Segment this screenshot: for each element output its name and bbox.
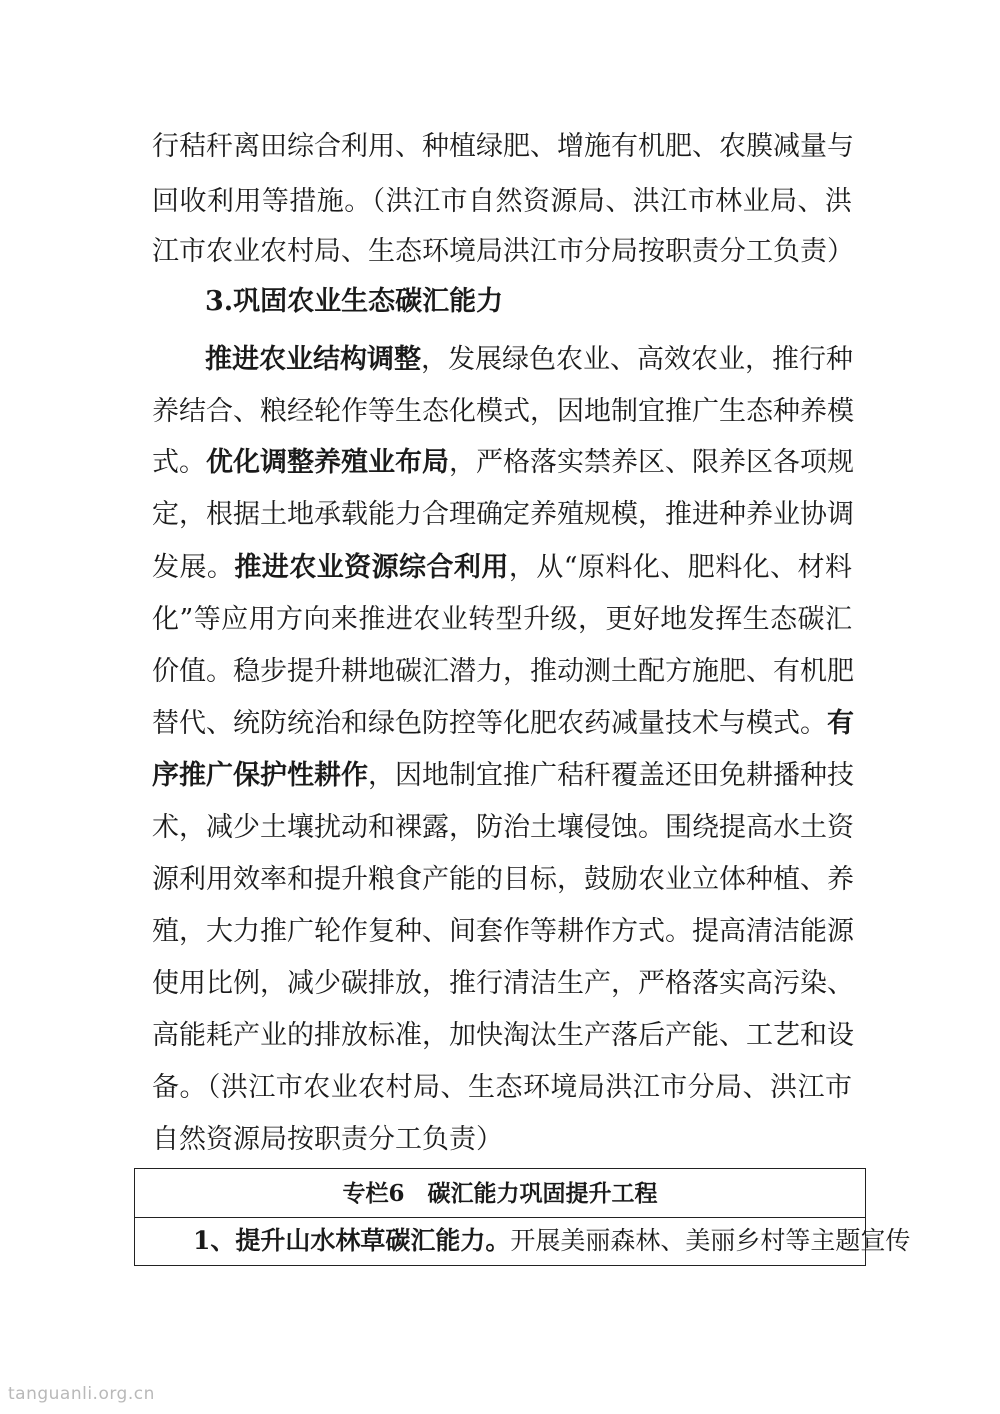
paragraph-line: 化”等应用方向来推进农业转型升级，更好地发挥生态碳汇	[152, 604, 852, 635]
paragraph-line: 备。（洪江市农业农村局、生态环境局洪江市分局、洪江市	[152, 1072, 852, 1103]
bold-phrase: 优化调整养殖业布局	[206, 447, 449, 478]
bold-phrase: 有	[827, 708, 854, 739]
text-run: 式。	[152, 447, 206, 478]
paragraph-line: 价值。稳步提升耕地碳汇潜力，推动测土配方施肥、有机肥	[152, 656, 854, 687]
paragraph-line: 高能耗产业的排放标准，加快淘汰生产落后产能、工艺和设	[152, 1020, 854, 1051]
paragraph-line: 回收利用等措施。（洪江市自然资源局、洪江市林业局、洪	[152, 186, 852, 217]
text-run: ，因地制宜推广秸秆覆盖还田免耕播种技	[368, 760, 854, 791]
paragraph-line	[152, 704, 852, 744]
paragraph-line: 养结合、粮经轮作等生态化模式，因地制宜推广生态种养模	[152, 396, 854, 427]
text-run: ，发展绿色农业、高效农业，推行种	[421, 344, 853, 375]
section-heading: 3.巩固农业生态碳汇能力	[205, 286, 504, 317]
paragraph-line: 殖，大力推广轮作复种、间套作等耕作方式。提高清洁能源	[152, 916, 854, 947]
text-run: ，从“原料化、肥料化、材料	[508, 552, 853, 583]
paragraph-line	[152, 756, 852, 796]
text-run: 发展。	[152, 552, 235, 583]
paragraph-line: 江市农业农村局、生态环境局洪江市分局按职责分工负责）	[152, 236, 854, 267]
paragraph-line: 行秸秆离田综合利用、种植绿肥、增施有机肥、农膜减量与	[152, 131, 854, 162]
bold-phrase: 推进农业资源综合利用	[234, 552, 509, 583]
text-run: 替代、统防统治和绿色防控等化肥农药减量技术与模式。	[152, 708, 827, 739]
paragraph-line: 源利用效率和提升粮食产能的目标，鼓励农业立体种植、养	[152, 864, 854, 895]
paragraph-line	[205, 340, 852, 380]
paragraph-line: 使用比例，减少碳排放，推行清洁生产，严格落实高污染、	[152, 968, 854, 999]
bold-phrase: 序推广保护性耕作	[152, 760, 368, 791]
paragraph-line	[152, 443, 852, 483]
paragraph-line	[152, 548, 852, 588]
watermark: tanguanli.org.cn	[8, 1384, 155, 1404]
paragraph-line: 自然资源局按职责分工负责）	[152, 1124, 503, 1155]
box-item	[193, 1221, 911, 1261]
bold-phrase: 1、提升山水林草碳汇能力。	[193, 1226, 511, 1255]
paragraph-line: 定，根据土地承载能力合理确定养殖规模，推进种养业协调	[152, 499, 854, 530]
paragraph-line: 术，减少土壤扰动和裸露，防治土壤侵蚀。围绕提高水土资	[152, 812, 854, 843]
bold-phrase: 推进农业结构调整	[205, 344, 421, 375]
text-run: 开展美丽森林、美丽乡村等主题宣传	[510, 1226, 911, 1255]
text-run: ，严格落实禁养区、限养区各项规	[449, 447, 854, 478]
special-column-box	[134, 1168, 911, 1266]
box-title: 专栏6 碳汇能力巩固提升工程	[135, 1169, 865, 1218]
